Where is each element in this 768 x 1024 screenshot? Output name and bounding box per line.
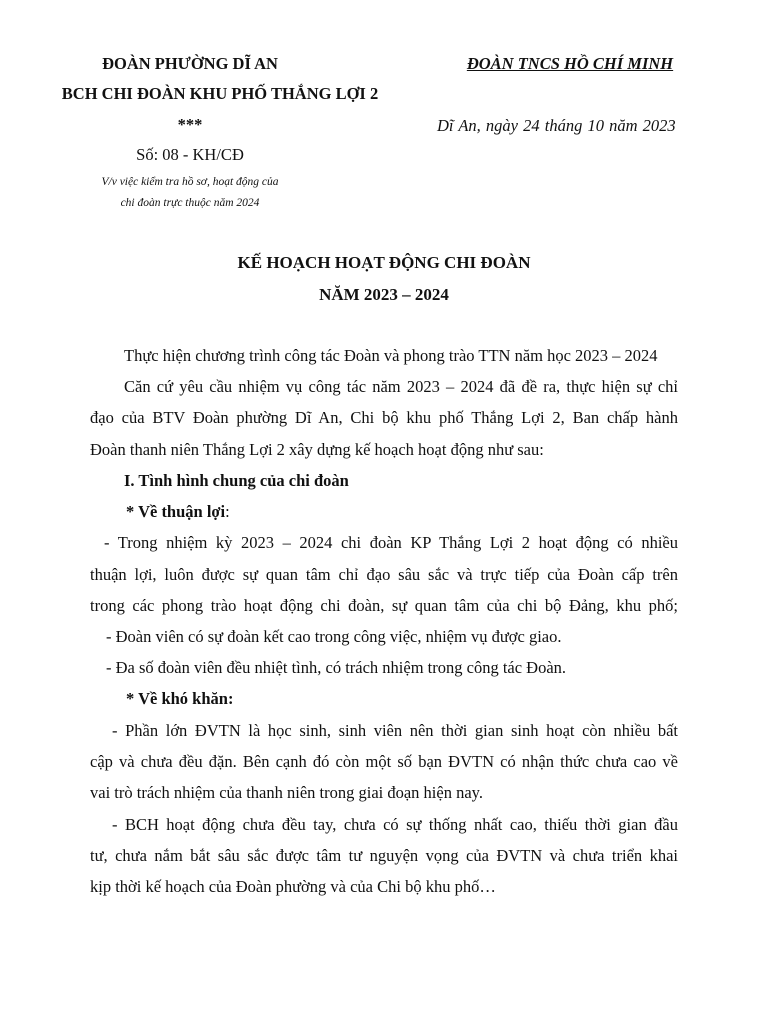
- intro-paragraph-2-line-2: đạo của BTV Đoàn phường Dĩ An, Chi bộ khu phố Thắng Lợi 2, Ban chấp hành: [90, 408, 678, 427]
- advantage-2: - Đoàn viên có sự đoàn kết cao trong công việc, nhiệm vụ được giao.: [106, 627, 562, 646]
- difficulty-1-line-3: vai trò trách nhiệm của thanh niên trong giai đoạn hiện nay.: [90, 783, 483, 802]
- document-title-year: NĂM 2023 – 2024: [319, 285, 449, 304]
- difficulty-1-line-1: - Phần lớn ĐVTN là học sinh, sinh viên nên thời gian sinh hoạt còn nhiều bất: [112, 721, 678, 740]
- header-stars: ***: [177, 115, 203, 134]
- difficulty-2-line-1: - BCH hoạt động chưa đều tay, chưa có sự thống nhất cao, thiếu thời gian đầu: [112, 815, 678, 834]
- difficulty-1-line-2: cập và chưa đều đặn. Bên cạnh đó còn một số bạn ĐVTN có nhận thức chưa cao về: [90, 752, 678, 771]
- subject-line-2: chi đoàn trực thuộc năm 2024: [120, 197, 260, 209]
- advantage-3: - Đa số đoàn viên đều nhiệt tình, có trách nhiệm trong công tác Đoàn.: [106, 658, 567, 677]
- section-1-heading: I. Tình hình chung của chi đoàn: [124, 471, 349, 490]
- org-name-branch: BCH CHI ĐOÀN KHU PHỐ THẮNG LỢI 2: [61, 84, 379, 103]
- advantage-1-line-2: thuận lợi, luôn được sự quan tâm chỉ đạo sâu sắc và trực tiếp của Đoàn cấp trên: [90, 565, 678, 584]
- intro-paragraph-2-line-3: Đoàn thanh niên Thắng Lợi 2 xây dựng kế hoạch hoạt động như sau:: [90, 440, 544, 459]
- subject-line-1: V/v việc kiểm tra hồ sơ, hoạt động của: [101, 176, 279, 188]
- org-name-ward: ĐOÀN PHƯỜNG DĨ AN: [102, 54, 278, 73]
- place-date: Dĩ An, ngày 24 tháng 10 năm 2023: [437, 116, 676, 135]
- advantages-heading-colon: :: [225, 502, 230, 521]
- difficulties-heading: * Về khó khăn:: [126, 689, 234, 708]
- advantage-1-line-3: trong các phong trào hoạt động chi đoàn, sự quan tâm của chi bộ Đảng, khu phố;: [90, 596, 678, 615]
- intro-paragraph-2-line-1: Căn cứ yêu cầu nhiệm vụ công tác năm 2023 – 2024 đã đề ra, thực hiện sự chỉ: [124, 377, 678, 396]
- intro-paragraph-1: Thực hiện chương trình công tác Đoàn và phong trào TTN năm học 2023 – 2024: [124, 346, 658, 365]
- document-title: KẾ HOẠCH HOẠT ĐỘNG CHI ĐOÀN: [237, 253, 531, 272]
- advantage-1-line-1: - Trong nhiệm kỳ 2023 – 2024 chi đoàn KP Thắng Lợi 2 hoạt động có nhiều: [104, 533, 678, 552]
- difficulty-2-line-2: tư, chưa nắm bắt sâu sắc được tâm tư nguyện vọng của ĐVTN và chưa triển khai: [90, 846, 678, 865]
- advantages-heading: [126, 502, 230, 522]
- document-number: Số: 08 - KH/CĐ: [136, 145, 244, 164]
- advantages-heading-text: * Về thuận lợi: [126, 502, 226, 521]
- union-name: ĐOÀN TNCS HỒ CHÍ MINH: [466, 54, 674, 73]
- difficulty-2-line-3: kịp thời kế hoạch của Đoàn phường và của Chi bộ khu phố…: [90, 877, 496, 896]
